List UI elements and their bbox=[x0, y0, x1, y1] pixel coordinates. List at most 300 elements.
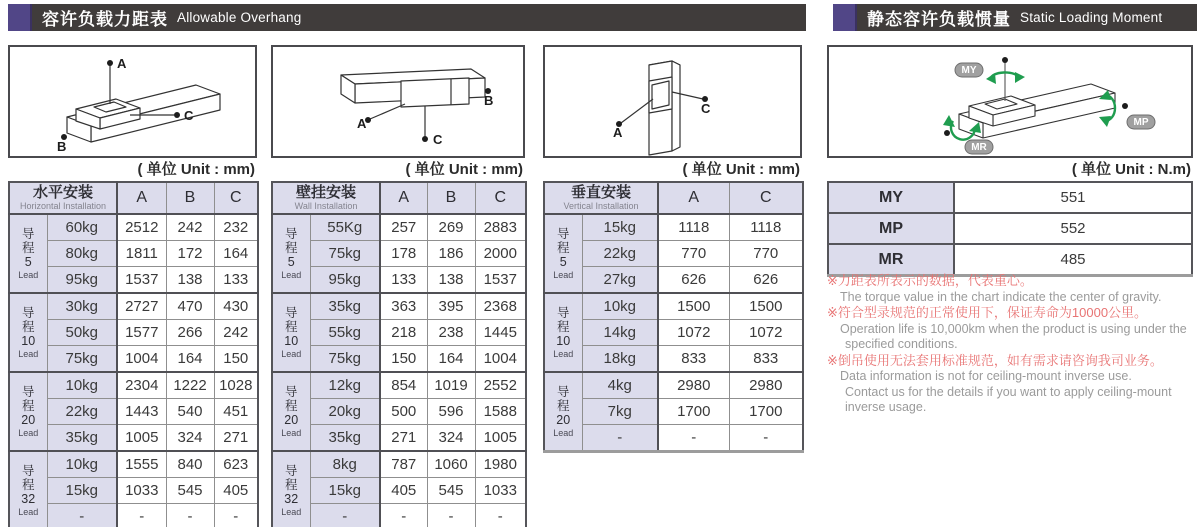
value-cell: 150 bbox=[380, 346, 427, 373]
lead-number: 5 bbox=[559, 254, 567, 269]
lead-en-word: Lead bbox=[281, 348, 302, 359]
table-row bbox=[272, 372, 526, 399]
kg-cell: 75kg bbox=[310, 346, 380, 373]
lead-group-cell bbox=[9, 214, 47, 293]
value-cell: - bbox=[427, 504, 475, 527]
column-header: B bbox=[427, 182, 475, 214]
mr-badge bbox=[965, 140, 993, 154]
lead-group-label bbox=[545, 386, 582, 438]
moment-label-my: MY bbox=[828, 182, 954, 213]
value-cell: 164 bbox=[427, 346, 475, 373]
value-cell: 138 bbox=[166, 267, 214, 294]
lead-en-word: Lead bbox=[18, 506, 39, 517]
lead-group-cell bbox=[544, 372, 582, 452]
value-cell: 395 bbox=[427, 293, 475, 320]
table-row bbox=[9, 346, 258, 373]
lead-number: 20 bbox=[284, 412, 299, 427]
kg-cell: 8kg bbox=[310, 451, 380, 478]
kg-cell: 27kg bbox=[582, 267, 658, 294]
value-cell: 1500 bbox=[658, 293, 729, 320]
table-row bbox=[272, 214, 526, 241]
lead-zh-char: 程 bbox=[556, 319, 570, 334]
value-cell: 2980 bbox=[729, 372, 803, 399]
value-cell: 1577 bbox=[117, 320, 166, 346]
value-cell: - bbox=[729, 425, 803, 452]
value-cell: 2727 bbox=[117, 293, 166, 320]
value-cell: 545 bbox=[166, 478, 214, 504]
value-cell: 2000 bbox=[475, 241, 526, 267]
table-row bbox=[272, 293, 526, 320]
value-cell: 540 bbox=[166, 399, 214, 425]
value-cell: 787 bbox=[380, 451, 427, 478]
table-header-row bbox=[9, 182, 258, 214]
value-cell: 1500 bbox=[729, 293, 803, 320]
unit-label-mm: ( 单位 Unit : mm) bbox=[137, 161, 255, 178]
column-header: C bbox=[729, 182, 803, 214]
moment-label-mp: MP bbox=[828, 213, 954, 244]
kg-cell: 95kg bbox=[310, 267, 380, 294]
point-c-dot bbox=[174, 112, 180, 118]
moment-title-zh: 静态容许负载惯量 bbox=[867, 10, 1011, 29]
table-title-en: Horizontal Installation bbox=[19, 201, 107, 211]
lead-number: 10 bbox=[284, 333, 299, 348]
value-cell: 1118 bbox=[729, 214, 803, 241]
value-cell: 770 bbox=[729, 241, 803, 267]
purple-accent-square bbox=[833, 4, 857, 31]
value-cell: 172 bbox=[166, 241, 214, 267]
table-row bbox=[9, 267, 258, 294]
table-row bbox=[544, 346, 803, 373]
table-row bbox=[9, 425, 258, 452]
unit-label-mm: ( 单位 Unit : mm) bbox=[405, 161, 523, 178]
column-header: C bbox=[475, 182, 526, 214]
value-cell: 164 bbox=[214, 241, 258, 267]
value-cell: 1445 bbox=[475, 320, 526, 346]
lead-zh-char: 导 bbox=[21, 463, 35, 478]
lead-number: 20 bbox=[21, 412, 36, 427]
table-row bbox=[828, 182, 1192, 213]
table-row bbox=[272, 346, 526, 373]
table-row bbox=[272, 320, 526, 346]
point-a-label: A bbox=[613, 125, 623, 140]
value-cell: 1811 bbox=[117, 241, 166, 267]
lead-zh-char: 导 bbox=[284, 226, 298, 241]
lead-group-cell bbox=[544, 293, 582, 372]
value-cell: 1060 bbox=[427, 451, 475, 478]
lead-group-label bbox=[10, 228, 47, 280]
table-title-zh: 壁挂安装 bbox=[296, 184, 357, 201]
value-cell: 854 bbox=[380, 372, 427, 399]
overhang-section-header bbox=[8, 4, 806, 31]
lead-zh-char: 导 bbox=[556, 305, 570, 320]
value-cell: 833 bbox=[729, 346, 803, 373]
vertical-table-host bbox=[543, 181, 802, 453]
lead-zh-char: 程 bbox=[284, 240, 298, 255]
lead-group-label bbox=[273, 228, 310, 280]
value-cell: 266 bbox=[166, 320, 214, 346]
column-header: A bbox=[117, 182, 166, 214]
spec-table bbox=[271, 181, 527, 527]
value-cell: 545 bbox=[427, 478, 475, 504]
wall-rail-drawing bbox=[273, 47, 523, 156]
moment-diagram bbox=[827, 45, 1193, 158]
value-cell: 1537 bbox=[117, 267, 166, 294]
table-row bbox=[9, 214, 258, 241]
mr-badge-label: MR bbox=[971, 142, 987, 153]
value-cell: 1118 bbox=[658, 214, 729, 241]
moment-value-mp: 552 bbox=[954, 213, 1192, 244]
lead-en-word: Lead bbox=[553, 348, 574, 359]
point-c-label: C bbox=[184, 108, 194, 123]
table-row bbox=[272, 267, 526, 294]
note-en: Operation life is 10,000km when the product is using under the bbox=[840, 321, 1187, 336]
lead-group-label bbox=[10, 386, 47, 438]
value-cell: 232 bbox=[214, 214, 258, 241]
value-cell: 164 bbox=[166, 346, 214, 373]
horizontal-table-host bbox=[8, 181, 257, 527]
lead-zh-char: 程 bbox=[284, 319, 298, 334]
table-row bbox=[272, 504, 526, 527]
moment-section-header bbox=[833, 4, 1197, 31]
value-cell: 833 bbox=[658, 346, 729, 373]
table-title-zh: 水平安装 bbox=[33, 184, 94, 201]
table-row bbox=[9, 504, 258, 527]
value-cell: 2512 bbox=[117, 214, 166, 241]
lead-group-cell bbox=[272, 214, 310, 293]
horizontal-installation-diagram bbox=[8, 45, 257, 158]
value-cell: 242 bbox=[166, 214, 214, 241]
value-cell: 133 bbox=[214, 267, 258, 294]
lead-zh-char: 程 bbox=[21, 477, 35, 492]
table-title-zh: 垂直安装 bbox=[571, 184, 632, 201]
value-cell: 1537 bbox=[475, 267, 526, 294]
table-title-cell bbox=[9, 182, 117, 214]
table-row bbox=[544, 267, 803, 294]
value-cell: 178 bbox=[380, 241, 427, 267]
column-header: C bbox=[214, 182, 258, 214]
kg-cell: 55kg bbox=[310, 320, 380, 346]
value-cell: 840 bbox=[166, 451, 214, 478]
value-cell: 1588 bbox=[475, 399, 526, 425]
moment-label-mr: MR bbox=[828, 244, 954, 276]
moment-title-en: Static Loading Moment bbox=[1020, 10, 1163, 25]
table-title-cell bbox=[272, 182, 380, 214]
lead-zh-char: 导 bbox=[556, 226, 570, 241]
kg-cell: 35kg bbox=[47, 425, 117, 452]
value-cell: 324 bbox=[427, 425, 475, 452]
table-row bbox=[544, 241, 803, 267]
lead-group-label bbox=[273, 307, 310, 359]
lead-group-cell bbox=[9, 451, 47, 527]
value-cell: 1005 bbox=[475, 425, 526, 452]
mp-badge-label: MP bbox=[1133, 117, 1149, 128]
value-cell: 596 bbox=[427, 399, 475, 425]
table-row bbox=[544, 293, 803, 320]
column-header: B bbox=[166, 182, 214, 214]
value-cell: 186 bbox=[427, 241, 475, 267]
note-zh: ※倒吊使用无法套用标准规范，如有需求请咨询我司业务。 bbox=[827, 352, 1163, 368]
point-b-label: B bbox=[57, 139, 67, 154]
value-cell: 2304 bbox=[117, 372, 166, 399]
lead-zh-char: 导 bbox=[284, 463, 298, 478]
vertical-installation-diagram bbox=[543, 45, 802, 158]
lead-zh-char: 导 bbox=[284, 384, 298, 399]
lead-group-cell bbox=[544, 214, 582, 293]
column-header: A bbox=[658, 182, 729, 214]
note-zh: ※力距表所表示的数据，代表重心。 bbox=[827, 273, 1033, 288]
table-row bbox=[544, 372, 803, 399]
overhang-title-zh: 容许负载力距表 bbox=[42, 10, 168, 29]
value-cell: - bbox=[214, 504, 258, 527]
value-cell: 626 bbox=[658, 267, 729, 294]
table-row bbox=[9, 399, 258, 425]
lead-zh-char: 程 bbox=[284, 398, 298, 413]
value-cell: 257 bbox=[380, 214, 427, 241]
value-cell: 1005 bbox=[117, 425, 166, 452]
table-row bbox=[272, 478, 526, 504]
table-title-en: Wall Installation bbox=[294, 201, 358, 211]
table-row bbox=[544, 399, 803, 425]
value-cell: 1019 bbox=[427, 372, 475, 399]
table-row bbox=[544, 425, 803, 452]
value-cell: 138 bbox=[427, 267, 475, 294]
point-a-dot bbox=[107, 60, 113, 66]
static-moment-block bbox=[827, 45, 1193, 277]
table-header-row bbox=[544, 182, 803, 214]
kg-cell: 80kg bbox=[47, 241, 117, 267]
table-row bbox=[544, 214, 803, 241]
value-cell: 1222 bbox=[166, 372, 214, 399]
value-cell: 500 bbox=[380, 399, 427, 425]
kg-cell: 35kg bbox=[310, 293, 380, 320]
value-cell: 324 bbox=[166, 425, 214, 452]
kg-cell: 30kg bbox=[47, 293, 117, 320]
lead-group-label bbox=[10, 307, 47, 359]
value-cell: 2883 bbox=[475, 214, 526, 241]
mp-badge bbox=[1127, 115, 1155, 129]
table-title-en: Vertical Installation bbox=[563, 201, 639, 211]
horizontal-rail-isometric-drawing bbox=[10, 47, 255, 156]
lead-zh-char: 程 bbox=[21, 398, 35, 413]
kg-cell: 10kg bbox=[582, 293, 658, 320]
value-cell: 1443 bbox=[117, 399, 166, 425]
value-cell: 626 bbox=[729, 267, 803, 294]
kg-cell: 75kg bbox=[47, 346, 117, 373]
value-cell: 271 bbox=[214, 425, 258, 452]
point-b-label: B bbox=[484, 93, 494, 108]
value-cell: 1072 bbox=[658, 320, 729, 346]
kg-cell: 12kg bbox=[310, 372, 380, 399]
value-cell: 133 bbox=[380, 267, 427, 294]
kg-cell: 15kg bbox=[310, 478, 380, 504]
value-cell: 430 bbox=[214, 293, 258, 320]
kg-cell: 18kg bbox=[582, 346, 658, 373]
value-cell: 470 bbox=[166, 293, 214, 320]
lead-zh-char: 程 bbox=[556, 240, 570, 255]
kg-cell: 95kg bbox=[47, 267, 117, 294]
spec-table bbox=[8, 181, 259, 527]
kg-cell: 60kg bbox=[47, 214, 117, 241]
table-row bbox=[544, 320, 803, 346]
note-en: Contact us for the details if you want to apply ceiling-mount bbox=[845, 384, 1172, 399]
moment-rail-isometric-drawing bbox=[829, 47, 1191, 156]
note-en: inverse usage. bbox=[845, 400, 927, 414]
value-cell: 1033 bbox=[475, 478, 526, 504]
value-cell: 218 bbox=[380, 320, 427, 346]
horizontal-installation-block bbox=[8, 45, 257, 527]
value-cell: 770 bbox=[658, 241, 729, 267]
wall-installation-block bbox=[271, 45, 525, 527]
lead-en-word: Lead bbox=[18, 427, 39, 438]
moment-value-mr: 485 bbox=[954, 244, 1192, 276]
value-cell: 1004 bbox=[117, 346, 166, 373]
lead-group-cell bbox=[272, 293, 310, 372]
kg-cell: 35kg bbox=[310, 425, 380, 452]
value-cell: 2368 bbox=[475, 293, 526, 320]
kg-cell: - bbox=[47, 504, 117, 527]
kg-cell: 10kg bbox=[47, 451, 117, 478]
lead-zh-char: 程 bbox=[284, 477, 298, 492]
lead-zh-char: 导 bbox=[284, 305, 298, 320]
value-cell: 405 bbox=[214, 478, 258, 504]
kg-cell: 4kg bbox=[582, 372, 658, 399]
lead-en-word: Lead bbox=[281, 427, 302, 438]
value-cell: - bbox=[166, 504, 214, 527]
point-c-label: C bbox=[433, 132, 443, 147]
kg-cell: 10kg bbox=[47, 372, 117, 399]
value-cell: 1028 bbox=[214, 372, 258, 399]
kg-cell: 22kg bbox=[47, 399, 117, 425]
point-a-label: A bbox=[117, 56, 127, 71]
point-c-dot bbox=[422, 136, 428, 142]
lead-zh-char: 程 bbox=[21, 319, 35, 334]
point-a-label: A bbox=[357, 116, 367, 131]
lead-group-label bbox=[273, 386, 310, 438]
lead-group-cell bbox=[272, 372, 310, 451]
lead-group-cell bbox=[9, 372, 47, 451]
lead-group-label bbox=[273, 465, 310, 517]
moment-value-my: 551 bbox=[954, 182, 1192, 213]
overhang-title-en: Allowable Overhang bbox=[177, 10, 302, 25]
value-cell: 2552 bbox=[475, 372, 526, 399]
value-cell: 150 bbox=[214, 346, 258, 373]
lead-zh-char: 导 bbox=[21, 305, 35, 320]
unit-label-nm: ( 单位 Unit : N.m) bbox=[1071, 161, 1191, 178]
value-cell: 1555 bbox=[117, 451, 166, 478]
table-row bbox=[9, 451, 258, 478]
value-cell: 363 bbox=[380, 293, 427, 320]
wall-table-host bbox=[271, 181, 525, 527]
note-en: The torque value in the chart indicate the center of gravity. bbox=[840, 289, 1162, 304]
column-header: A bbox=[380, 182, 427, 214]
kg-cell: 7kg bbox=[582, 399, 658, 425]
value-cell: 271 bbox=[380, 425, 427, 452]
table-row bbox=[9, 372, 258, 399]
table-row bbox=[272, 241, 526, 267]
table-row bbox=[9, 478, 258, 504]
value-cell: 238 bbox=[427, 320, 475, 346]
lead-zh-char: 程 bbox=[556, 398, 570, 413]
lead-group-cell bbox=[9, 293, 47, 372]
value-cell: 1700 bbox=[729, 399, 803, 425]
value-cell: 1004 bbox=[475, 346, 526, 373]
lead-en-word: Lead bbox=[18, 269, 39, 280]
table-row bbox=[272, 451, 526, 478]
value-cell: - bbox=[475, 504, 526, 527]
value-cell: 242 bbox=[214, 320, 258, 346]
table-row bbox=[828, 213, 1192, 244]
lead-number: 32 bbox=[284, 491, 299, 506]
kg-cell: 55Kg bbox=[310, 214, 380, 241]
lead-zh-char: 导 bbox=[21, 226, 35, 241]
lead-en-word: Lead bbox=[553, 427, 574, 438]
spec-table bbox=[543, 181, 804, 453]
kg-cell: 22kg bbox=[582, 241, 658, 267]
table-header-row bbox=[272, 182, 526, 214]
my-badge bbox=[955, 63, 983, 77]
lead-number: 10 bbox=[556, 333, 571, 348]
kg-cell: - bbox=[310, 504, 380, 527]
value-cell: 269 bbox=[427, 214, 475, 241]
vertical-rail-drawing bbox=[545, 47, 800, 156]
kg-cell: 50kg bbox=[47, 320, 117, 346]
lead-number: 32 bbox=[21, 491, 36, 506]
kg-cell: - bbox=[582, 425, 658, 452]
value-cell: - bbox=[117, 504, 166, 527]
wall-installation-diagram bbox=[271, 45, 525, 158]
table-row bbox=[272, 425, 526, 452]
value-cell: 1072 bbox=[729, 320, 803, 346]
table-row bbox=[828, 244, 1192, 276]
note-zh: ※符合型录规范的正常使用下，保证寿命为10000公里。 bbox=[827, 305, 1148, 320]
table-title-cell bbox=[544, 182, 658, 214]
kg-cell: 15kg bbox=[582, 214, 658, 241]
lead-number: 20 bbox=[556, 412, 571, 427]
note-en: Data information is not for ceiling-mount inverse use. bbox=[840, 369, 1132, 383]
value-cell: - bbox=[658, 425, 729, 452]
lead-number: 5 bbox=[287, 254, 295, 269]
footnotes bbox=[827, 273, 1200, 416]
table-row bbox=[9, 241, 258, 267]
lead-group-cell bbox=[272, 451, 310, 527]
lead-zh-char: 程 bbox=[21, 240, 35, 255]
value-cell: 1980 bbox=[475, 451, 526, 478]
value-cell: 1033 bbox=[117, 478, 166, 504]
lead-en-word: Lead bbox=[553, 269, 574, 280]
lead-zh-char: 导 bbox=[21, 384, 35, 399]
lead-en-word: Lead bbox=[18, 348, 39, 359]
value-cell: 405 bbox=[380, 478, 427, 504]
lead-group-label bbox=[545, 228, 582, 280]
kg-cell: 15kg bbox=[47, 478, 117, 504]
kg-cell: 14kg bbox=[582, 320, 658, 346]
table-row bbox=[272, 399, 526, 425]
value-cell: 1700 bbox=[658, 399, 729, 425]
table-row bbox=[9, 320, 258, 346]
lead-number: 5 bbox=[24, 254, 32, 269]
purple-accent-square bbox=[8, 4, 32, 31]
kg-cell: 75kg bbox=[310, 241, 380, 267]
my-badge-label: MY bbox=[961, 65, 977, 76]
value-cell: 623 bbox=[214, 451, 258, 478]
lead-group-label bbox=[10, 465, 47, 517]
lead-zh-char: 导 bbox=[556, 384, 570, 399]
point-c-label: C bbox=[701, 101, 711, 116]
moment-table bbox=[827, 181, 1193, 277]
table-row bbox=[9, 293, 258, 320]
lead-number: 10 bbox=[21, 333, 36, 348]
lead-en-word: Lead bbox=[281, 269, 302, 280]
